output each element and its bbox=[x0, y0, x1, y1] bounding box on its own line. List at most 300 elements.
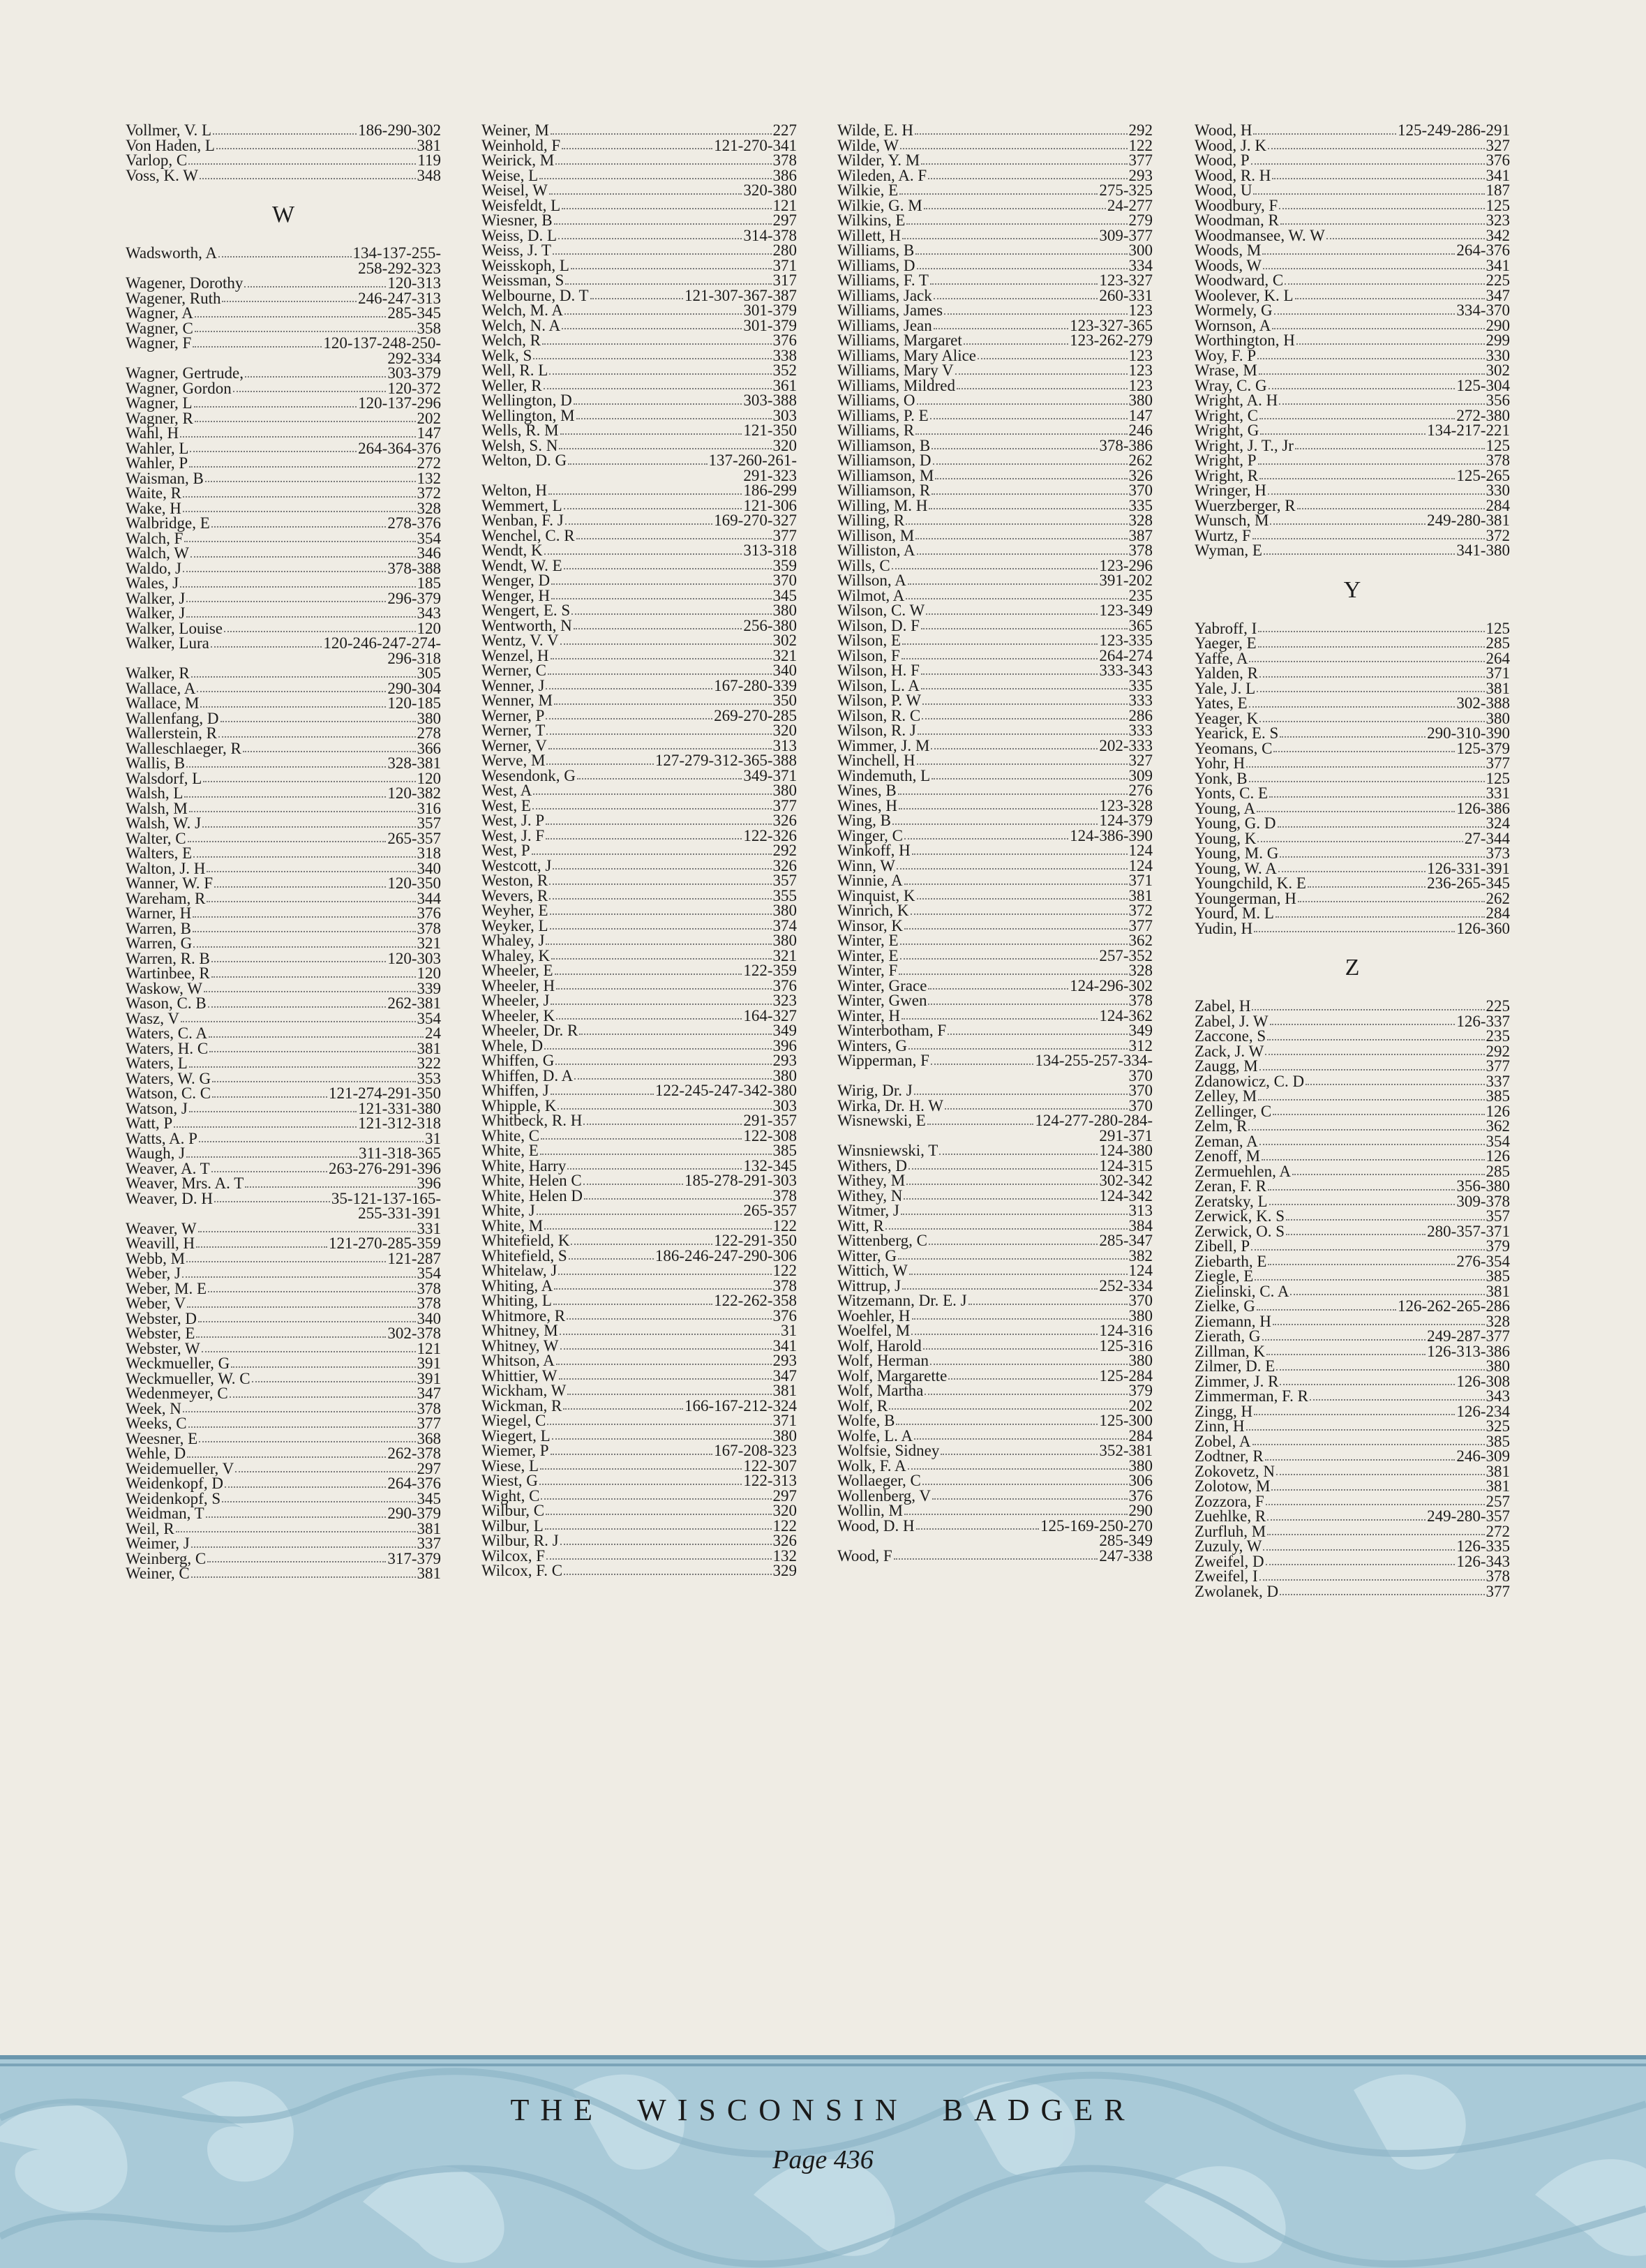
entry-pages: 385 bbox=[1486, 1267, 1510, 1285]
dot-leader bbox=[1280, 1384, 1455, 1385]
entry-pages: 278 bbox=[417, 724, 441, 742]
entry-name: Varlop, C bbox=[126, 151, 188, 169]
index-entry bbox=[481, 1248, 797, 1264]
dot-leader bbox=[1259, 676, 1485, 678]
entry-pages: 391 bbox=[417, 1369, 441, 1387]
index-entry bbox=[1195, 153, 1510, 168]
entry-pages: 293 bbox=[1128, 166, 1153, 184]
dot-leader bbox=[583, 1184, 683, 1185]
entry-pages: 318 bbox=[417, 844, 441, 862]
entry-pages: 378 bbox=[417, 1295, 441, 1312]
entry-pages: 328 bbox=[417, 499, 441, 517]
entry-pages: 122-308 bbox=[743, 1126, 797, 1144]
entry-pages-continued: 291-371 bbox=[1099, 1126, 1153, 1144]
index-entry bbox=[837, 198, 1153, 214]
entry-pages: 312 bbox=[1128, 1036, 1153, 1054]
index-entry bbox=[481, 498, 797, 514]
index-entry bbox=[837, 1038, 1153, 1054]
dot-leader bbox=[205, 481, 416, 482]
index-entry bbox=[481, 753, 797, 768]
index-entry bbox=[837, 1218, 1153, 1234]
entry-name: Williams, Mary Alice bbox=[837, 346, 977, 364]
entry-pages: 301-379 bbox=[743, 301, 797, 319]
entry-pages: 376 bbox=[417, 904, 441, 922]
index-entry bbox=[1195, 801, 1510, 816]
entry-name: Wilson, R. J bbox=[837, 722, 916, 739]
entry-name: Weil, R bbox=[126, 1519, 174, 1537]
entry-name: West, P bbox=[481, 842, 530, 859]
entry-pages: 227 bbox=[772, 121, 797, 139]
index-entry bbox=[481, 993, 797, 1008]
index-entry bbox=[837, 1233, 1153, 1248]
index-entry bbox=[1195, 1149, 1510, 1164]
entry-name: Zingg, H bbox=[1195, 1402, 1253, 1420]
index-entry bbox=[481, 873, 797, 888]
dot-leader bbox=[1252, 1444, 1485, 1445]
dot-leader bbox=[917, 403, 1128, 405]
entry-pages: 376 bbox=[772, 976, 797, 994]
index-entry bbox=[837, 1458, 1153, 1474]
dot-leader bbox=[539, 178, 771, 179]
index-entry bbox=[837, 948, 1153, 964]
entry-pages: 202-333 bbox=[1099, 736, 1153, 754]
dot-leader bbox=[181, 1021, 416, 1022]
index-entry bbox=[1195, 1404, 1510, 1419]
dot-leader bbox=[902, 1288, 1098, 1290]
entry-name: Wheeler, H bbox=[481, 976, 555, 994]
entry-name: Wilkins, E bbox=[837, 211, 906, 229]
dot-leader bbox=[1258, 1099, 1484, 1101]
dot-leader bbox=[183, 496, 416, 498]
index-entry bbox=[837, 1158, 1153, 1174]
entry-pages: 264-364-376 bbox=[358, 439, 441, 457]
entry-pages: 371 bbox=[772, 1412, 797, 1429]
entry-pages: 125-300 bbox=[1099, 1412, 1153, 1429]
entry-name: Wines, B bbox=[837, 782, 897, 799]
dot-leader bbox=[200, 178, 416, 179]
entry-name: Werner, V bbox=[481, 736, 547, 754]
entry-name: Weimer, J bbox=[126, 1535, 190, 1552]
entry-name: Zozzora, F bbox=[1195, 1492, 1264, 1510]
index-entry bbox=[837, 858, 1153, 874]
dot-leader bbox=[553, 253, 772, 255]
entry-pages: 147 bbox=[417, 424, 441, 442]
dot-leader bbox=[560, 643, 772, 645]
index-entry bbox=[1195, 1389, 1510, 1404]
entry-name: Zaugg, M bbox=[1195, 1057, 1258, 1075]
dot-leader bbox=[944, 313, 1127, 315]
entry-name: Zobel, A bbox=[1195, 1432, 1251, 1450]
dot-leader bbox=[549, 883, 771, 885]
index-entry bbox=[481, 678, 797, 694]
dot-leader bbox=[1259, 1579, 1485, 1581]
entry-pages: 391 bbox=[417, 1355, 441, 1372]
dot-leader bbox=[929, 508, 1127, 509]
dot-leader bbox=[911, 1334, 1098, 1335]
index-entry bbox=[1195, 1224, 1510, 1239]
entry-name: Weesner, E bbox=[126, 1429, 198, 1447]
entry-name: Wiegert, L bbox=[481, 1426, 551, 1445]
entry-name: Waskow, W bbox=[126, 979, 202, 997]
entry-name: Wagner, Gertrude, bbox=[126, 364, 244, 382]
entry-name: Walker, J bbox=[126, 589, 186, 607]
dot-leader bbox=[1259, 418, 1455, 419]
dot-leader bbox=[189, 1111, 357, 1112]
entry-pages: 124-277-280-284- bbox=[1035, 1112, 1153, 1129]
dot-leader bbox=[1268, 1264, 1455, 1265]
dot-leader bbox=[211, 1171, 327, 1172]
dot-leader bbox=[188, 1426, 416, 1428]
index-entry bbox=[126, 921, 441, 937]
dot-leader bbox=[1276, 1369, 1484, 1371]
entry-name: Winquist, K bbox=[837, 886, 915, 904]
entry-name: Whaley, J bbox=[481, 932, 545, 949]
dot-leader bbox=[929, 1244, 1098, 1245]
entry-name: Young, A bbox=[1195, 799, 1256, 817]
entry-pages: 380 bbox=[772, 1426, 797, 1445]
entry-pages: 120-303 bbox=[387, 949, 441, 967]
index-entry bbox=[837, 483, 1153, 498]
entry-name: Wittenberg, C bbox=[837, 1232, 927, 1249]
entry-name: Zeman, A bbox=[1195, 1132, 1258, 1150]
entry-pages: 284 bbox=[1486, 904, 1510, 922]
entry-name: White, M bbox=[481, 1216, 544, 1234]
index-entry bbox=[1195, 621, 1510, 636]
dot-leader bbox=[899, 808, 1098, 810]
entry-name: Wolf, R bbox=[837, 1396, 888, 1415]
index-entry bbox=[837, 318, 1153, 334]
entry-pages: 348 bbox=[417, 166, 441, 184]
dot-leader bbox=[1273, 751, 1455, 752]
dot-leader bbox=[1305, 1084, 1484, 1085]
entry-name: Wright, J. T., Jr bbox=[1195, 436, 1294, 454]
dot-leader bbox=[211, 961, 387, 962]
dot-leader bbox=[191, 1576, 416, 1578]
dot-leader bbox=[901, 1018, 1098, 1020]
index-entry bbox=[837, 423, 1153, 438]
page-number: Page 436 bbox=[772, 2145, 874, 2174]
entry-pages: 121-307-367-387 bbox=[684, 286, 797, 304]
entry-name: Winter, Grace bbox=[837, 976, 927, 994]
entry-name: Wilde, E. H bbox=[837, 121, 913, 139]
entry-pages: 370 bbox=[1128, 482, 1153, 499]
entry-name: Wines, H bbox=[837, 796, 897, 814]
entry-pages: 321 bbox=[772, 646, 797, 664]
index-entry bbox=[126, 906, 441, 921]
entry-pages: 134-137-255- bbox=[352, 244, 441, 262]
index-entry bbox=[126, 951, 441, 967]
index-entry bbox=[837, 438, 1153, 454]
dot-leader bbox=[1295, 448, 1485, 449]
index-entry bbox=[837, 1503, 1153, 1519]
index-entry bbox=[481, 1533, 797, 1549]
index-entry bbox=[481, 513, 797, 528]
index-entry bbox=[481, 228, 797, 244]
index-entry bbox=[1195, 1524, 1510, 1539]
dot-leader bbox=[1269, 388, 1456, 389]
dot-leader bbox=[917, 898, 1128, 900]
index-entry bbox=[837, 888, 1153, 904]
entry-pages: 328 bbox=[1128, 962, 1153, 979]
index-entry bbox=[481, 1516, 797, 1535]
entry-name: Wiesner, B bbox=[481, 211, 553, 229]
index-entry bbox=[837, 1398, 1153, 1414]
dot-leader bbox=[896, 1424, 1098, 1425]
index-entry bbox=[837, 933, 1153, 948]
dot-leader bbox=[190, 451, 357, 452]
index-entry bbox=[126, 1176, 441, 1191]
entry-name: Wasz, V bbox=[126, 1009, 179, 1027]
dot-leader bbox=[933, 463, 1128, 465]
dot-leader bbox=[901, 1214, 1128, 1215]
entry-pages: 235 bbox=[1128, 586, 1153, 604]
entry-pages: 120-137-296 bbox=[358, 394, 441, 412]
entry-name: Willing, R bbox=[837, 512, 905, 529]
dot-leader bbox=[1257, 358, 1484, 359]
entry-name: Williams, Mary V bbox=[837, 361, 954, 379]
entry-name: Wood, J. K bbox=[1195, 136, 1266, 154]
index-entry bbox=[1195, 228, 1510, 244]
index-entry bbox=[126, 1086, 441, 1101]
entry-name: Wilbur, L bbox=[481, 1516, 544, 1535]
index-entry bbox=[837, 1053, 1153, 1068]
entry-name: Waugh, J bbox=[126, 1144, 186, 1162]
entry-name: Zurfluh, M bbox=[1195, 1522, 1266, 1540]
entry-pages: 372 bbox=[1486, 526, 1510, 544]
index-entry bbox=[1195, 1494, 1510, 1509]
dot-leader bbox=[202, 1351, 416, 1352]
entry-name: Witmer, J bbox=[837, 1202, 899, 1219]
entry-name: Wolfe, B bbox=[837, 1412, 895, 1429]
dot-leader bbox=[199, 1441, 415, 1442]
index-entry bbox=[481, 303, 797, 318]
index-entry bbox=[837, 543, 1153, 558]
entry-pages: 123 bbox=[1128, 376, 1153, 394]
dot-leader bbox=[904, 928, 1128, 930]
index-entry bbox=[126, 786, 441, 801]
entry-name: Winter, H bbox=[837, 1006, 901, 1024]
entry-pages: 125 bbox=[1486, 436, 1510, 454]
entry-name: Wagner, Gordon bbox=[126, 379, 232, 397]
index-entry bbox=[837, 1023, 1153, 1038]
index-entry bbox=[126, 861, 441, 876]
entry-pages: 125-316 bbox=[1099, 1336, 1153, 1355]
entry-pages: 374 bbox=[772, 916, 797, 934]
entry-name: Yabroff, I bbox=[1195, 619, 1257, 637]
dot-leader bbox=[183, 511, 416, 512]
entry-name: Willing, M. H bbox=[837, 496, 928, 514]
entry-name: Weinhold, F bbox=[481, 136, 561, 154]
entry-pages: 120-350 bbox=[387, 874, 441, 892]
index-entry bbox=[837, 1473, 1153, 1489]
entry-name: Weidenkopf, S bbox=[126, 1489, 221, 1507]
entry-pages: 272 bbox=[417, 454, 441, 472]
entry-pages: 166-167-212-324 bbox=[684, 1396, 797, 1415]
entry-pages: 381 bbox=[772, 1382, 797, 1399]
entry-pages: 339 bbox=[417, 979, 441, 997]
entry-name: Weise, L bbox=[481, 166, 539, 184]
index-entry bbox=[126, 123, 441, 138]
entry-name: Waters, H. C bbox=[126, 1039, 209, 1057]
index-entry bbox=[481, 333, 797, 348]
entry-name: Wilson, H. F bbox=[837, 662, 920, 679]
entry-name: Welsh, S. N bbox=[481, 436, 558, 454]
index-entry bbox=[126, 1566, 441, 1581]
dot-leader bbox=[898, 793, 1128, 795]
index-entry bbox=[1195, 1359, 1510, 1374]
entry-name: Weber, J bbox=[126, 1264, 181, 1282]
index-entry bbox=[481, 813, 797, 828]
dot-leader bbox=[541, 1138, 742, 1140]
entry-pages: 264 bbox=[1486, 649, 1510, 667]
entry-name: Wales, J bbox=[126, 574, 179, 592]
index-entry bbox=[481, 528, 797, 544]
entry-name: Whitbeck, R. H bbox=[481, 1112, 583, 1129]
dot-leader bbox=[917, 553, 1128, 555]
index-entry bbox=[126, 1326, 441, 1341]
entry-name: Wormely, G bbox=[1195, 301, 1273, 319]
entry-pages: 123-327-365 bbox=[1070, 316, 1153, 334]
index-entry bbox=[1195, 1089, 1510, 1104]
entry-pages: 381 bbox=[417, 136, 441, 154]
entry-pages-continued: 291-323 bbox=[743, 466, 797, 484]
entry-pages: 256-380 bbox=[743, 616, 797, 634]
dot-leader bbox=[189, 811, 416, 812]
dot-leader bbox=[1251, 1249, 1484, 1251]
entry-pages: 335 bbox=[1128, 676, 1153, 694]
index-entry bbox=[126, 1341, 441, 1357]
entry-pages: 225 bbox=[1486, 997, 1510, 1015]
entry-pages: 313 bbox=[772, 736, 797, 754]
entry-pages: 303-379 bbox=[387, 364, 441, 382]
dot-leader bbox=[1246, 1429, 1485, 1431]
entry-pages: 137-260-261- bbox=[708, 452, 797, 469]
dot-leader bbox=[183, 571, 386, 572]
entry-name: Williams, D bbox=[837, 256, 915, 274]
entry-name: Winrich, K bbox=[837, 902, 909, 919]
index-entry bbox=[837, 1188, 1153, 1204]
entry-pages: 262-381 bbox=[387, 994, 441, 1012]
entry-pages: 292 bbox=[772, 842, 797, 859]
dot-leader bbox=[546, 688, 712, 689]
entry-name: Weavill, H bbox=[126, 1234, 195, 1252]
entry-name: Wellington, M bbox=[481, 406, 575, 424]
dot-leader bbox=[934, 328, 1068, 329]
entry-pages: 302-342 bbox=[1099, 1172, 1153, 1189]
entry-pages: 381 bbox=[1486, 1477, 1510, 1495]
entry-pages: 252-334 bbox=[1099, 1276, 1153, 1295]
footer-rule bbox=[0, 2055, 1646, 2059]
entry-name: Wrase, M bbox=[1195, 361, 1257, 379]
entry-pages: 121-287 bbox=[387, 1249, 441, 1267]
entry-pages: 377 bbox=[772, 796, 797, 814]
entry-pages: 123 bbox=[1128, 301, 1153, 319]
dot-leader bbox=[1285, 283, 1484, 285]
dot-leader bbox=[908, 1468, 1128, 1470]
dot-leader bbox=[1266, 1504, 1485, 1505]
index-entry bbox=[126, 1311, 441, 1327]
dot-leader bbox=[193, 931, 416, 932]
dot-leader bbox=[222, 1501, 415, 1502]
entry-pages: 386 bbox=[772, 166, 797, 184]
dot-leader bbox=[187, 1306, 415, 1308]
entry-pages: 380 bbox=[772, 1066, 797, 1084]
dot-leader bbox=[908, 1168, 1098, 1170]
index-entry bbox=[1195, 1044, 1510, 1059]
dot-leader bbox=[948, 1378, 1098, 1380]
index-entry bbox=[481, 768, 797, 784]
entry-pages: 120 bbox=[417, 769, 441, 787]
dot-leader bbox=[539, 1484, 742, 1485]
index-entry bbox=[1195, 393, 1510, 408]
entry-name: Zelley, M bbox=[1195, 1087, 1257, 1105]
index-entry bbox=[837, 813, 1153, 828]
index-entry bbox=[481, 183, 797, 198]
entry-name: Wirka, Dr. H. W bbox=[837, 1096, 943, 1114]
dot-leader bbox=[945, 1108, 1128, 1110]
entry-pages: 125-169-250-270 bbox=[1040, 1516, 1153, 1535]
dot-leader bbox=[948, 1034, 1127, 1035]
entry-pages: 349 bbox=[772, 1022, 797, 1039]
dot-leader bbox=[931, 748, 1098, 749]
entry-pages: 122 bbox=[772, 1216, 797, 1234]
index-entry bbox=[126, 591, 441, 606]
entry-pages: 377 bbox=[1486, 1057, 1510, 1075]
dot-leader bbox=[188, 163, 416, 165]
index-entry bbox=[1195, 363, 1510, 378]
dot-leader bbox=[583, 1124, 742, 1125]
entry-name: Winger, C bbox=[837, 826, 903, 844]
index-entry bbox=[126, 711, 441, 726]
dot-leader bbox=[928, 178, 1127, 179]
dot-leader bbox=[551, 598, 771, 599]
index-entry bbox=[481, 243, 797, 258]
entry-pages: 381 bbox=[1486, 679, 1510, 697]
entry-pages: 306 bbox=[1128, 1472, 1153, 1489]
entry-name: Zabel, J. W bbox=[1195, 1012, 1269, 1030]
entry-pages: 124 bbox=[1128, 1262, 1153, 1279]
entry-pages: 120 bbox=[417, 619, 441, 637]
entry-pages: 354 bbox=[417, 529, 441, 547]
entry-name: Wilkie, E bbox=[837, 181, 899, 199]
dot-leader bbox=[1263, 1549, 1455, 1551]
dot-leader bbox=[198, 1231, 416, 1232]
entry-name: Whiffen, J bbox=[481, 1082, 549, 1099]
index-entry bbox=[481, 1233, 797, 1248]
entry-name: Wollaeger, C bbox=[837, 1472, 921, 1489]
index-entry bbox=[1195, 666, 1510, 681]
index-entry bbox=[126, 516, 441, 531]
dot-leader bbox=[554, 223, 772, 225]
entry-name: Weisskoph, L bbox=[481, 256, 569, 274]
dot-leader bbox=[1266, 1354, 1426, 1355]
index-entry bbox=[481, 948, 797, 964]
dot-leader bbox=[190, 556, 416, 558]
entry-name: Wray, C. G bbox=[1195, 376, 1267, 394]
index-entry bbox=[837, 453, 1153, 468]
entry-pages: 380 bbox=[772, 902, 797, 919]
entry-name: Yalden, R bbox=[1195, 664, 1258, 682]
entry-name: Wenger, D bbox=[481, 572, 551, 589]
entry-name: Wadsworth, A bbox=[126, 244, 218, 262]
dot-leader bbox=[558, 1274, 771, 1275]
entry-name: Williams, Jean bbox=[837, 316, 932, 334]
entry-name: Zimmer, J. R bbox=[1195, 1372, 1279, 1390]
entry-pages: 123-296 bbox=[1099, 556, 1153, 574]
entry-name: Wickman, R bbox=[481, 1396, 562, 1415]
entry-name: Wendt, W. E bbox=[481, 556, 562, 574]
entry-pages: 334 bbox=[1128, 256, 1153, 274]
